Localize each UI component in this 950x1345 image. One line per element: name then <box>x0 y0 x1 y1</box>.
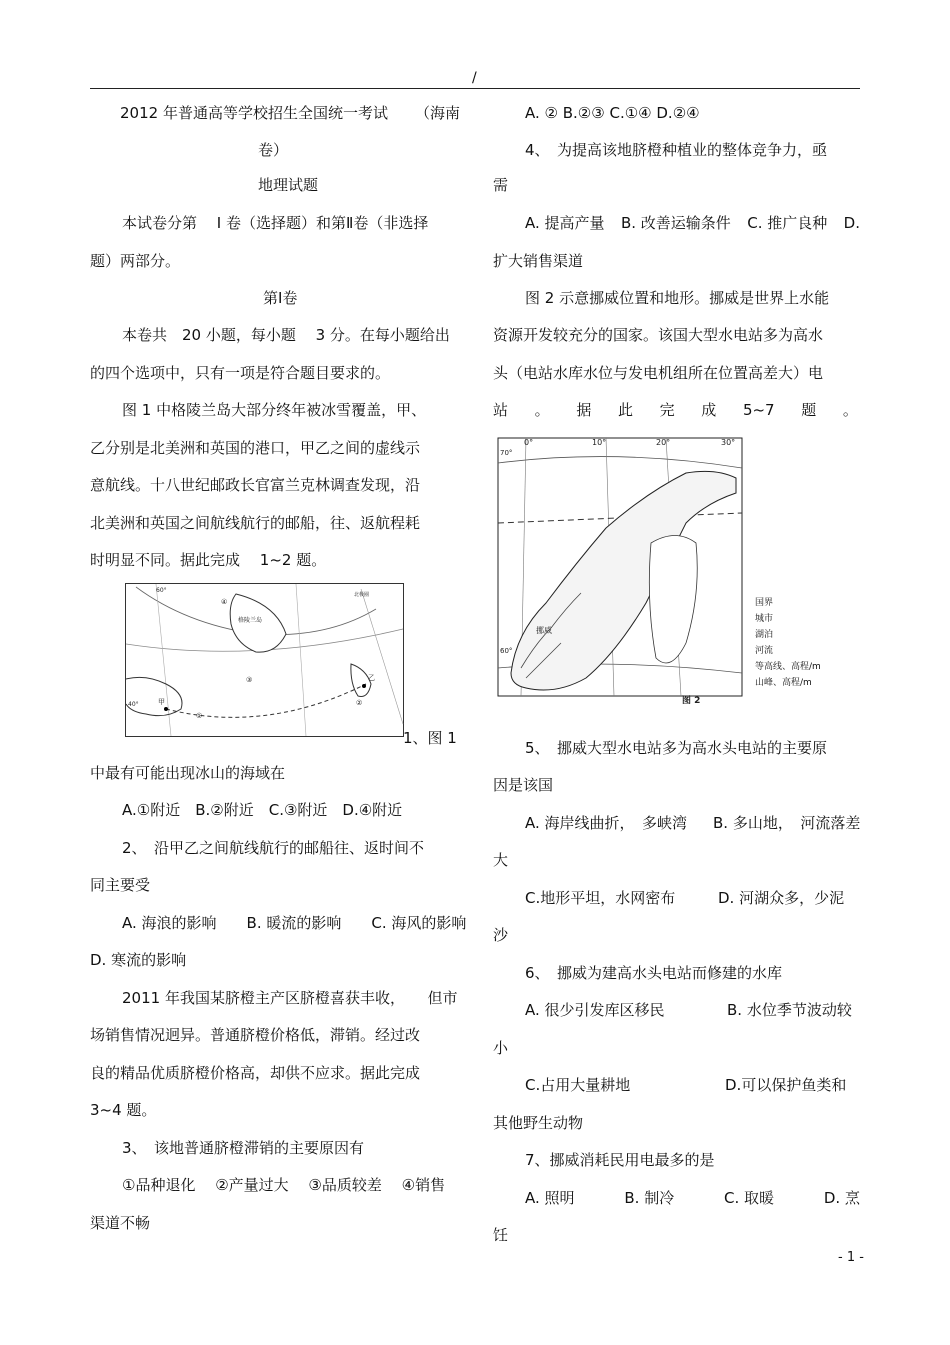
fig1-label-1: ① <box>196 712 203 720</box>
rule-line1: 本卷共 20 小题，每小题 3 分。在每小题给出 <box>122 326 450 344</box>
intro-line2: 题）两部分。 <box>90 252 181 270</box>
part-title: 第Ⅰ卷 <box>263 289 298 307</box>
fig1-label-4: ④ <box>221 598 228 606</box>
q5-option-d: D. 河湖众多，少泥 <box>718 889 845 907</box>
fig2-lat60: 60° <box>500 647 513 655</box>
q4-options <box>525 213 860 233</box>
q4-option-b: B. 改善运输条件 <box>620 214 731 232</box>
q1-stem: 中最有可能出现冰山的海域在 <box>90 764 286 782</box>
passage3-word: 。 <box>534 401 550 419</box>
passage3-word: 题 <box>801 401 817 419</box>
fig2-lon10: 10° <box>592 438 607 447</box>
q1-number: 1、图 1 <box>403 729 457 747</box>
figure-1-map <box>125 583 404 737</box>
q3-items: ①品种退化 ②产量过大 ③品质较差 ④销售 <box>122 1176 446 1194</box>
q7-option-c: C. 取暖 <box>724 1189 775 1207</box>
fig1-arctic-circle: 北极圈 <box>354 592 370 598</box>
q7-option-d: D. 烹 <box>823 1189 860 1207</box>
passage1-line5: 时明显不同。据此完成 1~2 题。 <box>90 551 327 569</box>
q2-stem-line2: 同主要受 <box>90 876 151 894</box>
passage3-word: 完 <box>659 401 675 419</box>
q7-options <box>525 1188 860 1208</box>
q2-option-d: D. 寒流的影响 <box>90 951 187 969</box>
fig2-country: 挪威 <box>536 626 552 635</box>
q6-option-d-cont: 其他野生动物 <box>493 1114 584 1132</box>
passage3-word: 成 <box>701 401 717 419</box>
q6-option-b: B. 水位季节波动较 <box>727 1001 852 1019</box>
q5-option-b: B. 多山地， 河流落差 <box>713 814 861 832</box>
passage2-line1: 2011 年我国某脐橙主产区脐橙喜获丰收， 但市 <box>122 989 458 1007</box>
subject-title: 地理试题 <box>258 176 319 194</box>
fig1-label-yi: 乙 <box>368 674 375 682</box>
q4-option-a: A. 提高产量 <box>525 214 605 232</box>
legend-river: 河流 <box>755 646 774 656</box>
fig1-lat40: 40° <box>128 701 139 708</box>
legend-peak: 山峰、高程/m <box>755 678 812 688</box>
q5-option-b-cont: 大 <box>493 851 509 869</box>
header-mark: / <box>472 70 477 86</box>
q3-options: A. ② B.②③ C.①④ D.②④ <box>525 104 700 122</box>
fig1-greenland: 格陵兰岛 <box>238 617 263 624</box>
header-rule <box>90 88 860 89</box>
q7-option-b: B. 制冷 <box>624 1189 675 1207</box>
fig2-lat70: 70° <box>500 449 513 457</box>
q7-stem: 7、挪威消耗民用电最多的是 <box>525 1151 715 1169</box>
fig2-lon20: 20° <box>656 438 671 447</box>
q2-options: A. 海浪的影响 B. 暖流的影响 C. 海风的影响 <box>122 914 467 932</box>
page-number: - 1 - <box>838 1250 864 1265</box>
fig2-caption: 图 2 <box>682 696 701 706</box>
passage2-line3: 良的精品优质脐橙价格高，却供不应求。据此完成 <box>90 1064 421 1082</box>
q4-option-d: D. <box>843 214 860 232</box>
q5-option-d-cont: 沙 <box>493 926 509 944</box>
q6-stem: 6、 挪威为建高水头电站而修建的水库 <box>525 964 783 982</box>
passage1-line1: 图 1 中格陵兰岛大部分终年被冰雪覆盖，甲、 <box>122 401 427 419</box>
exam-title-line2: 卷） <box>258 141 289 159</box>
fig2-lon0: 0° <box>524 438 534 447</box>
q5-option-c: C.地形平坦，水网密布 <box>525 889 676 907</box>
rule-line2: 的四个选项中，只有一项是符合题目要求的。 <box>90 364 391 382</box>
fig1-label-2: ② <box>356 699 363 707</box>
q5-option-a: A. 海岸线曲折， 多峡湾 <box>525 814 688 832</box>
passage3-word: 。 <box>842 401 858 419</box>
fig2-lon30: 30° <box>721 438 736 447</box>
fig1-label-3: ③ <box>246 676 253 684</box>
q6-option-d: D.可以保护鱼类和 <box>725 1076 847 1094</box>
passage3-word: 5~7 <box>742 401 775 419</box>
figure-2-map <box>496 433 744 706</box>
passage3-word: 此 <box>617 401 633 419</box>
q4-option-c: C. 推广良种 <box>747 214 828 232</box>
passage3-line3: 头（电站水库水位与发电机组所在位置高差大）电 <box>493 364 824 382</box>
fig1-lon60: 60° <box>156 587 167 594</box>
q5-stem-line1: 5、 挪威大型水电站多为高水头电站的主要原 <box>525 739 828 757</box>
q6-option-a: A. 很少引发库区移民 <box>525 1001 665 1019</box>
passage3-word: 站 <box>493 401 509 419</box>
q5-stem-line2: 因是该国 <box>493 776 554 794</box>
passage1-line4: 北美洲和英国之间航线航行的邮船，往、返航程耗 <box>90 514 421 532</box>
q3-items-cont: 渠道不畅 <box>90 1214 151 1232</box>
exam-title: 2012 年普通高等学校招生全国统一考试 <box>120 104 388 122</box>
q7-option-d-cont: 饪 <box>493 1226 509 1244</box>
q6-option-b-cont: 小 <box>493 1039 509 1057</box>
q7-option-a: A. 照明 <box>525 1189 575 1207</box>
q6-option-c: C.占用大量耕地 <box>525 1076 631 1094</box>
legend-lake: 湖泊 <box>755 630 774 640</box>
passage3-line4 <box>493 400 858 420</box>
q2-stem-line1: 2、 沿甲乙之间航线航行的邮船往、返时间不 <box>122 839 425 857</box>
passage1-line3: 意航线。十八世纪邮政长官富兰克林调查发现，沿 <box>90 476 421 494</box>
q4-option-d-cont: 扩大销售渠道 <box>493 252 584 270</box>
q1-options: A.①附近 B.②附近 C.③附近 D.④附近 <box>122 801 403 819</box>
exam-title-suffix: （海南 <box>415 104 461 122</box>
q4-stem-line2: 需 <box>493 176 509 194</box>
legend-border: 国界 <box>755 598 774 608</box>
passage3-word: 据 <box>576 401 592 419</box>
passage3-line2: 资源开发较充分的国家。该国大型水电站多为高水 <box>493 326 824 344</box>
q3-stem: 3、 该地普通脐橙滞销的主要原因有 <box>122 1139 365 1157</box>
passage2-line2: 场销售情况迥异。普通脐橙价格低，滞销。经过改 <box>90 1026 421 1044</box>
legend-contour: 等高线、高程/m <box>755 662 821 672</box>
q4-stem-line1: 4、 为提高该地脐橙种植业的整体竞争力，亟 <box>525 141 828 159</box>
passage3-line1: 图 2 示意挪威位置和地形。挪威是世界上水能 <box>525 289 830 307</box>
legend-city: 城市 <box>755 614 774 624</box>
passage1-line2: 乙分别是北美洲和英国的港口，甲乙之间的虚线示 <box>90 439 421 457</box>
intro-line1: 本试卷分第 I 卷（选择题）和第Ⅱ卷（非选择 <box>122 214 429 232</box>
fig1-label-jia: 甲 <box>158 698 165 706</box>
passage2-line4: 3~4 题。 <box>90 1101 157 1119</box>
